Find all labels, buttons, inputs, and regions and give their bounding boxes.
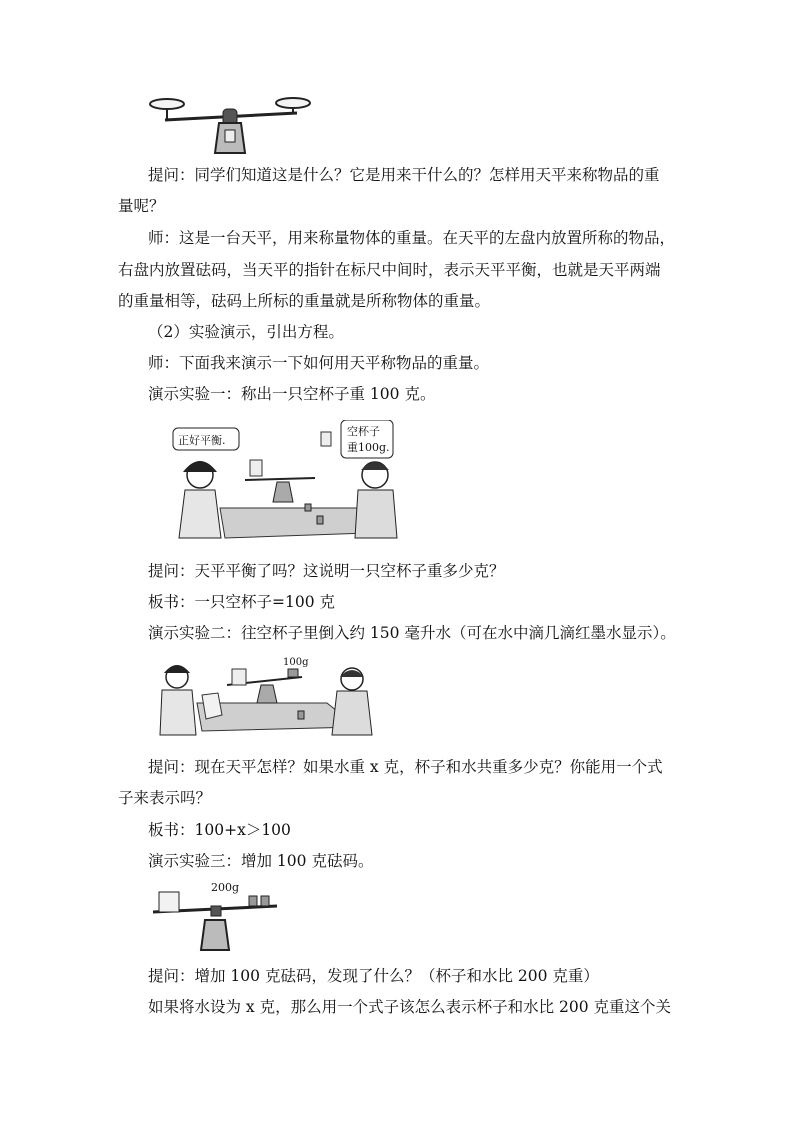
- question-3-cont: 子来表示吗？: [118, 789, 212, 807]
- experiment-1-illustration: [165, 420, 415, 545]
- experiment-1: 演示实验一：称出一只空杯子重 100 克。: [148, 385, 436, 403]
- last-paragraph: 如果将水设为 x 克，那么用一个式子该怎么表示杯子和水比 200 克重这个关: [148, 998, 672, 1016]
- teacher-explanation-cont: 的重量相等，砝码上所标的重量就是所称物体的重量。: [118, 292, 491, 310]
- question-2: 提问：天平平衡了吗？这说明一只空杯子重多少克？: [148, 562, 505, 580]
- experiment-3: 演示实验三：增加 100 克砝码。: [148, 852, 374, 870]
- board-note-1: 板书：一只空杯子=100 克: [148, 593, 335, 611]
- bubble-right-text-1: 空杯子: [347, 425, 380, 438]
- experiment-2-illustration: [152, 655, 392, 745]
- bubble-right-text-2: 重100g.: [347, 441, 390, 454]
- board-note-2: 板书：100+x＞100: [148, 821, 291, 839]
- question-1-cont: 量呢？: [118, 197, 165, 215]
- teacher-intro: 师：下面我来演示一下如何用天平称物品的重量。: [148, 354, 490, 372]
- experiment-3-illustration: [145, 880, 285, 955]
- step-heading: （2）实验演示，引出方程。: [148, 323, 344, 341]
- balance-scale-figure: [145, 95, 315, 157]
- question-1: 提问：同学们知道这是什么？它是用来干什么的？怎样用天平来称物品的重: [148, 166, 660, 184]
- teacher-explanation-cont: 右盘内放置砝码，当天平的指针在标尺中间时，表示天平平衡，也就是天平两端: [118, 261, 661, 279]
- weight-label-200g: 200g: [211, 881, 240, 894]
- experiment-2: 演示实验二：往空杯子里倒入约 150 毫升水（可在水中滴几滴红墨水显示）。: [148, 624, 676, 642]
- bubble-left-text: 正好平衡.: [178, 434, 226, 447]
- teacher-explanation: 师：这是一台天平，用来称量物体的重量。在天平的左盘内放置所称的物品，: [148, 229, 676, 247]
- question-3: 提问：现在天平怎样？如果水重 x 克，杯子和水共重多少克？你能用一个式: [148, 758, 663, 776]
- question-4: 提问：增加 100 克砝码，发现了什么？（杯子和水比 200 克重）: [148, 967, 599, 985]
- weight-label-100g: 100g: [283, 657, 309, 668]
